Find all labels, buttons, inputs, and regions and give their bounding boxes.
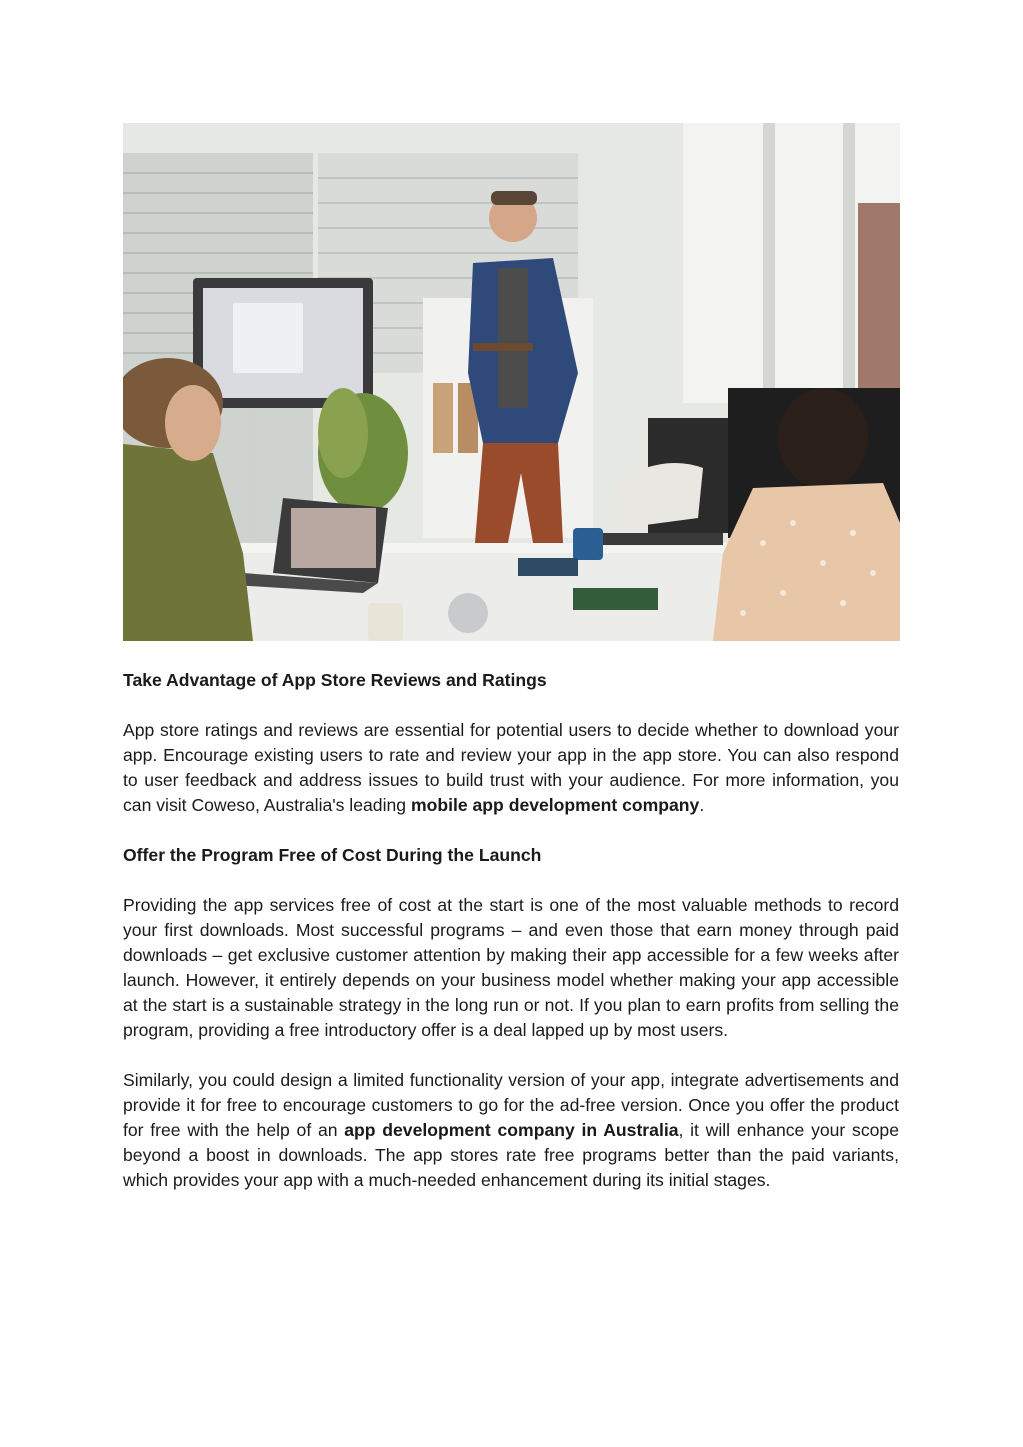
paragraph-reviews [123,718,899,818]
section-heading-reviews: Take Advantage of App Store Reviews and Ratings [123,670,547,690]
link-app-development-company-australia[interactable]: app development company in Australia [344,1120,679,1140]
paragraph-reviews-end: . [699,795,705,815]
paragraph-limited-version-text: Similarly, you could design a limited functionality version of your app, integrate advertisements and provide it for free to encourage customers to go for the ad-free version. Once you offer the product for free with the help of an [123,1070,899,1140]
article-body [123,668,899,1218]
section-heading-free-launch: Offer the Program Free of Cost During the Launch [123,845,542,865]
link-mobile-app-development-company[interactable]: mobile app development company [410,795,700,815]
paragraph-free-services: Providing the app services free of cost at the start is one of the most valuable methods to record your first downloads. Most successful programs – and even those that earn money through paid downloads – get exclusive customer attention by making their app accessible for a few weeks after launch. However, it entirely depends on your business model whether making your app accessible at the start is a sustainable strategy in the long run or not. If you plan to earn profits from selling the program, providing a free introductory offer is a deal lapped up by most users. [123,895,899,1040]
paragraph-limited-version [123,1068,899,1193]
office-meeting-photo [123,123,900,641]
paragraph-limited-version-end: , it will enhance your scope beyond a boost in downloads. The app stores rate free programs better than the paid variants, which provides your app with a much-needed enhancement during its initial stages. [123,1120,899,1190]
paragraph-reviews-text: App store ratings and reviews are essential for potential users to decide whether to download your app. Encourage existing users to rate and review your app in the app store. You can also respond to user feedback and address issues to build trust with your audience. For more information, you can visit Coweso, Australia's leading [123,720,899,815]
